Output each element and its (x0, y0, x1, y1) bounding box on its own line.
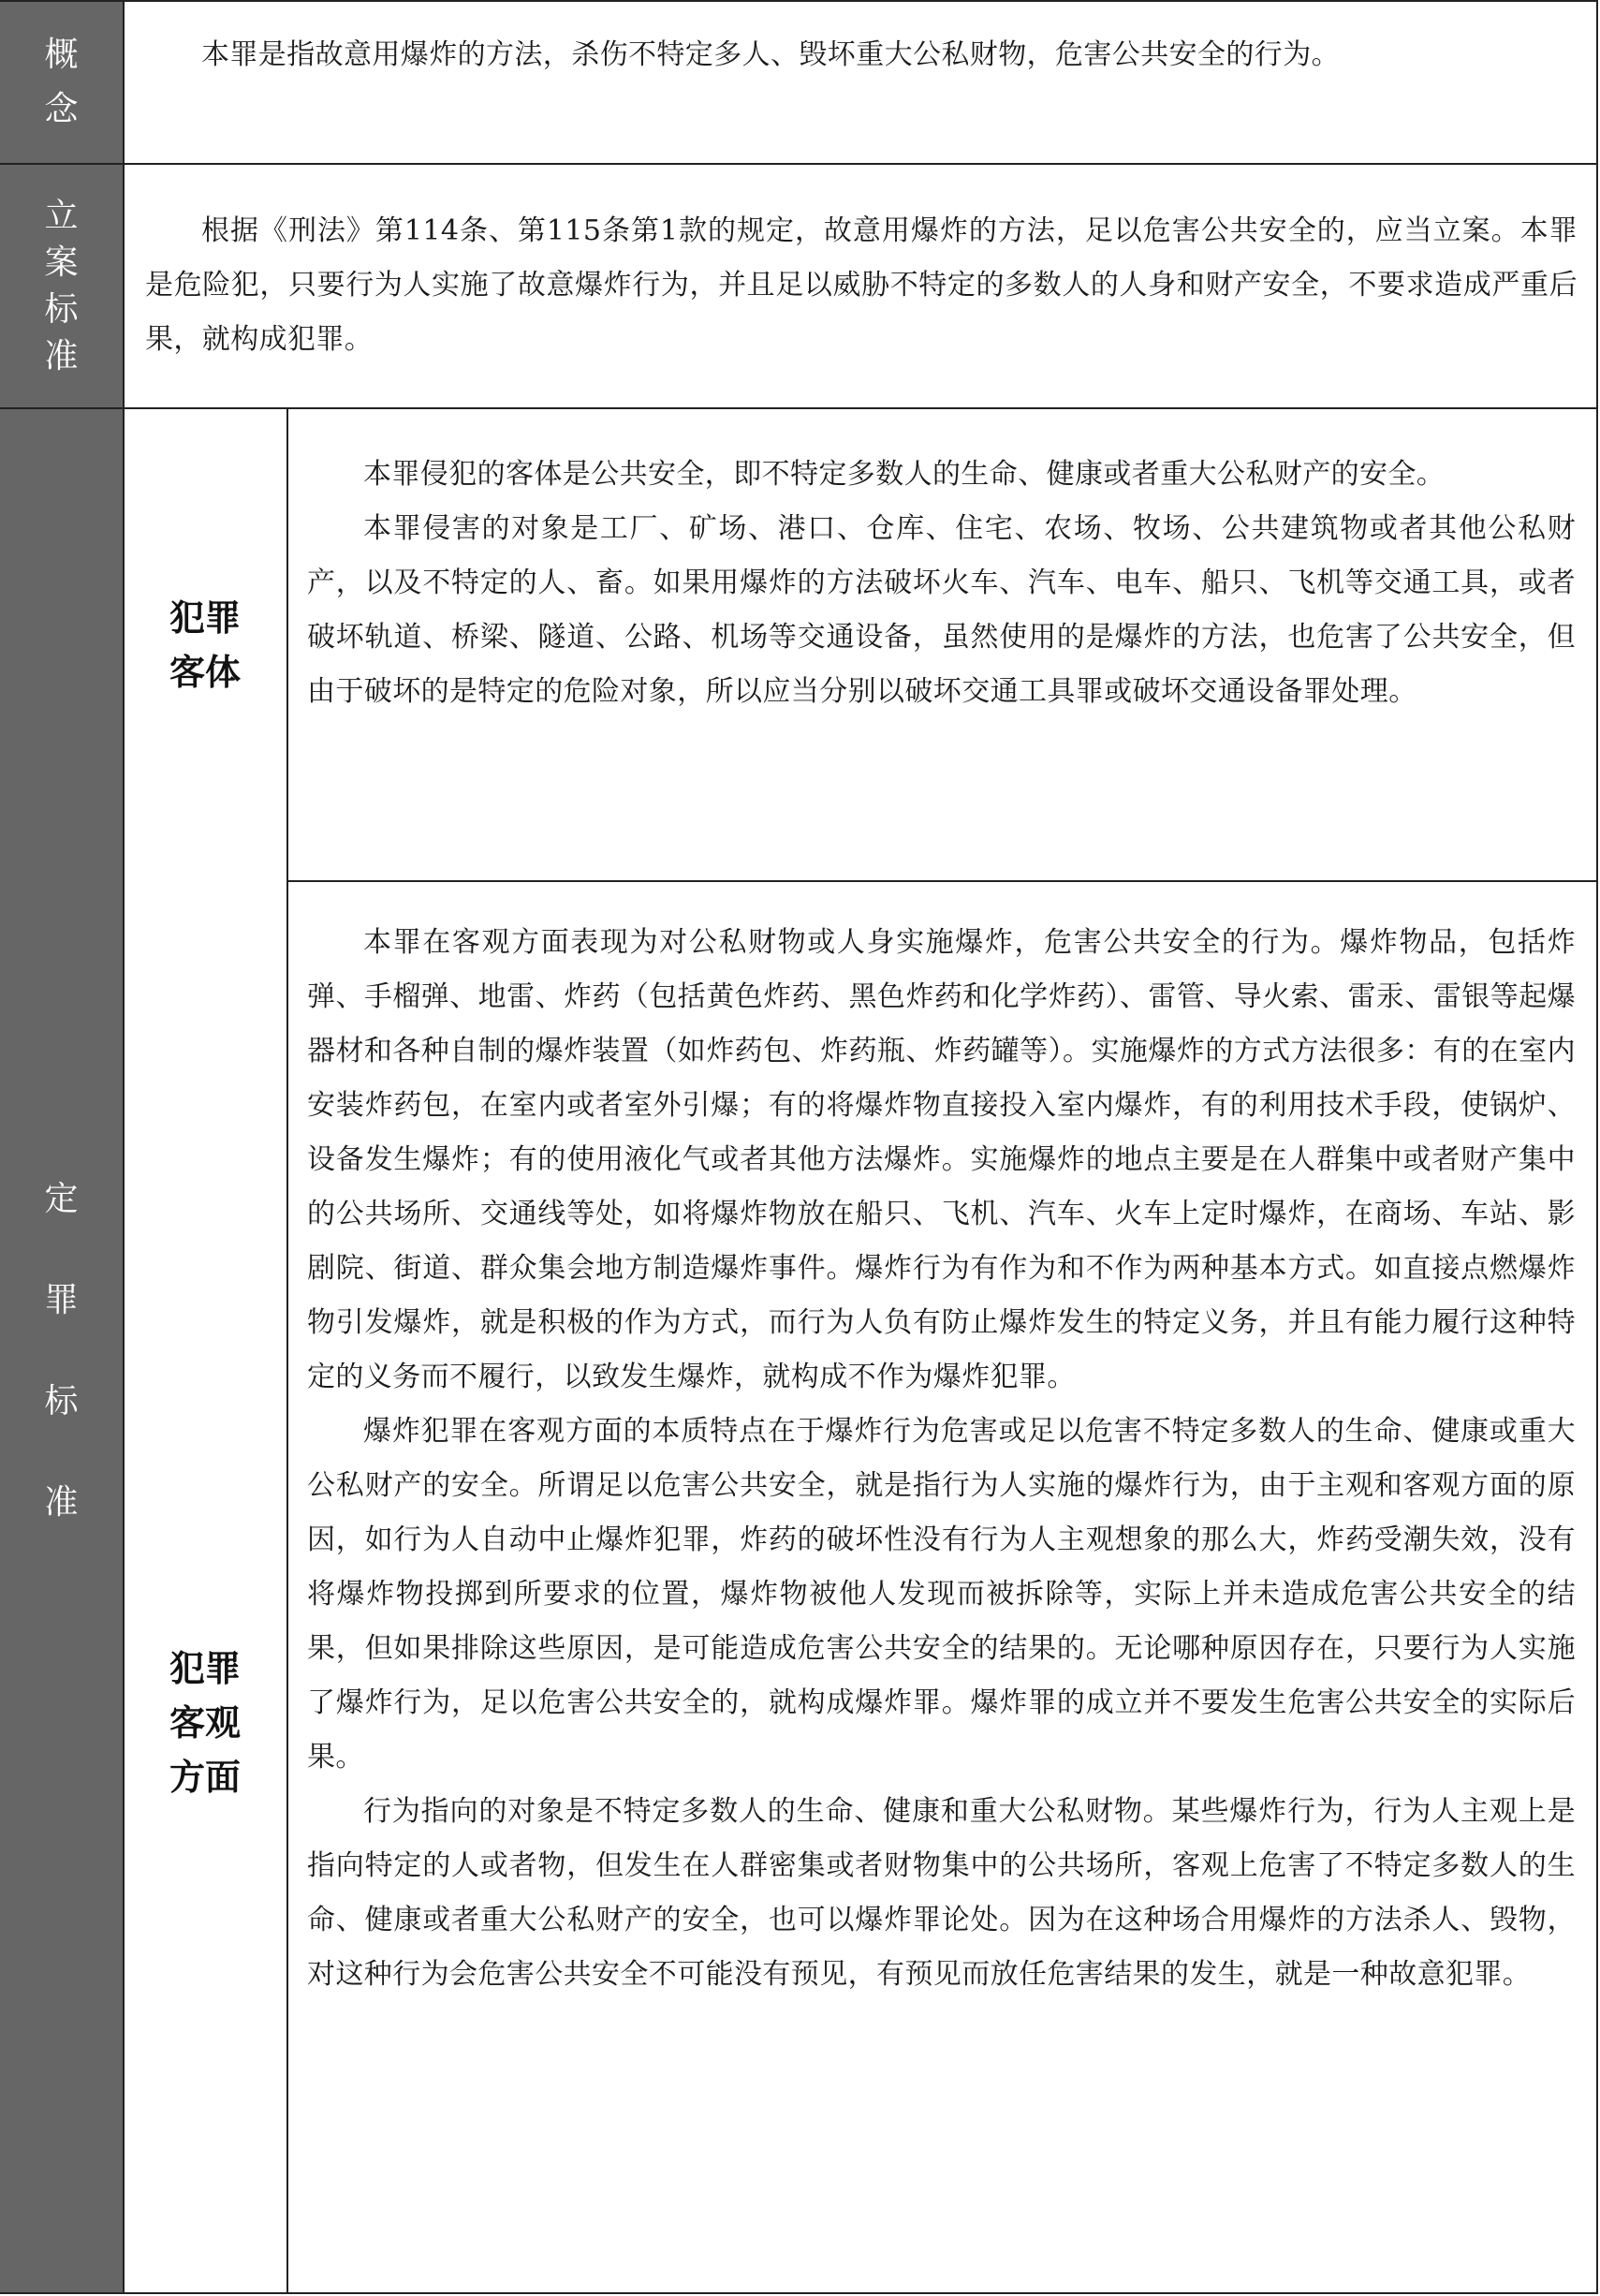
crime-object-label (125, 409, 286, 880)
conviction-standard-label-char: 标 (44, 1381, 79, 1420)
crime-objective-label-line: 犯罪 (169, 1648, 241, 1689)
crime-object-paragraph: 本罪侵犯的客体是公共安全，即不特定多数人的生命、健康或者重大公私财产的安全。 (363, 458, 1446, 491)
concept-label (0, 2, 123, 163)
crime-objective-paragraph: 行为指向的对象是不特定多数人的生命、健康和重大公私财物。某些爆炸行为，行为人主观上是指向特定的人或者物，但发生在人群密集或者财物集中的公共场所，客观上危害了不特定多数人的生命、健康或者重大公私财产的安全，也可以爆炸罪论处。因为在这种场合用爆炸的方法杀人、毁物，对这种行为会危害公共安全不可能没有预见，有预见而放任危害结果的发生，就是一种故意犯罪。 (307, 1795, 1576, 1991)
conviction-standard-label-char: 准 (44, 1482, 79, 1522)
filing-standard-label (0, 165, 123, 407)
crime-object-text (307, 448, 1576, 719)
crime-objective-paragraph: 本罪在客观方面表现为对公私财物或人身实施爆炸，危害公共安全的行为。爆炸物品，包括炸弹、手榴弹、地雷、炸药（包括黄色炸药、黑色炸药和化学炸药）、雷管、导火索、雷汞、雷银等起爆器材和各种自制的爆炸装置（如炸药包、炸药瓶、炸药罐等）。实施爆炸的方式方法很多：有的在室内安装炸药包，在室内或者室外引爆；有的将爆炸物直接投入室内爆炸，有的利用技术手段，使锅炉、设备发生爆炸；有的使用液化气或者其他方法爆炸。实施爆炸的地点主要是在人群集中或者财产集中的公共场所、交通线等处，如将爆炸物放在船只、飞机、汽车、火车上定时爆炸，在商场、车站、影剧院、街道、群众集会地方制造爆炸事件。爆炸行为有作为和不作为两种基本方式。如直接点燃爆炸物引发爆炸，就是积极的作为方式，而行为人负有防止爆炸发生的特定义务，并且有能力履行这种特定的义务而不履行，以致发生爆炸，就构成不作为爆炸犯罪。 (307, 926, 1576, 1393)
filing-standard-text (145, 204, 1578, 367)
crime-objective-label-line: 客观 (169, 1702, 241, 1744)
filing-standard-paragraph: 根据《刑法》第114条、第115条第1款的规定，故意用爆炸的方法，足以危害公共安全的，应当立案。本罪是危险犯，只要行为人实施了故意爆炸行为，并且足以威胁不特定的多数人的人身和财产安全，不要求造成严重后果，就构成犯罪。 (145, 214, 1578, 356)
crime-objective-label (125, 882, 286, 2292)
concept-text (145, 28, 1578, 82)
conviction-standard-label (0, 409, 123, 2292)
sub-column-divider (286, 408, 288, 2294)
filing-standard-label-char: 标 (44, 289, 79, 329)
row-divider (0, 163, 1598, 165)
concept-label-char: 概 (44, 36, 79, 74)
filing-standard-label-char: 立 (44, 196, 79, 235)
crime-objective-text (307, 916, 1576, 2002)
crime-object-paragraph: 本罪侵害的对象是工厂、矿场、港口、仓库、住宅、农场、牧场、公共建筑物或者其他公私财产，以及不特定的人、畜。如果用爆炸的方法破坏火车、汽车、电车、船只、飞机等交通工具，或者破坏轨道、桥梁、隧道、公路、机场等交通设备，虽然使用的是爆炸的方法，也危害了公共安全，但由于破坏的是特定的危险对象，所以应当分别以破坏交通工具罪或破坏交通设备罪处理。 (307, 512, 1576, 708)
crime-objective-paragraph: 爆炸犯罪在客观方面的本质特点在于爆炸行为危害或足以危害不特定多数人的生命、健康或重大公私财产的安全。所谓足以危害公共安全，就是指行为人实施的爆炸行为，由于主观和客观方面的原因，如行为人自动中止爆炸犯罪，炸药的破坏性没有行为人主观想象的那么大，炸药受潮失效，没有将爆炸物投掷到所要求的位置，爆炸物被他人发现而被拆除等，实际上并未造成危害公共安全的结果，但如果排除这些原因，是可能造成危害公共安全的结果的。无论哪种原因存在，只要行为人实施了爆炸行为，足以危害公共安全的，就构成爆炸罪。爆炸罪的成立并不要发生危害公共安全的实际后果。 (307, 1415, 1576, 1774)
crime-objective-label-line: 方面 (169, 1757, 241, 1798)
filing-standard-label-char: 准 (44, 336, 79, 375)
sub-row-divider (286, 880, 1598, 882)
filing-standard-label-char: 案 (44, 243, 79, 282)
concept-paragraph: 本罪是指故意用爆炸的方法，杀伤不特定多人、毁坏重大公私财物，危害公共安全的行为。 (201, 38, 1340, 71)
concept-label-char: 念 (44, 90, 79, 128)
conviction-standard-label-char: 罪 (44, 1280, 79, 1319)
conviction-standard-label-char: 定 (44, 1179, 79, 1218)
crime-object-label-line: 客体 (169, 651, 241, 693)
crime-object-label-line: 犯罪 (169, 596, 241, 639)
